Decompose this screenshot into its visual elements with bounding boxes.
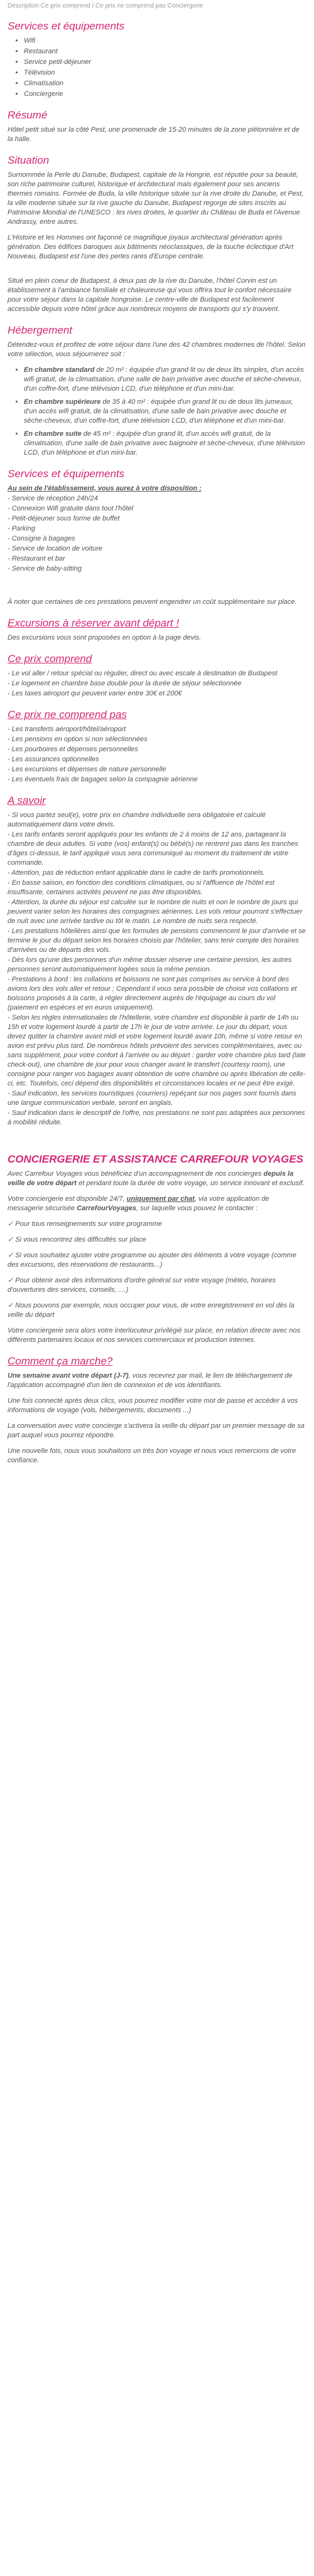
services2-note: À noter que certaines de ces prestations peuvent engendrer un coût supplémentaire sur place. (8, 598, 297, 606)
room-item: • En chambre supérieure de 35 à 40 m² : équipée d'un grand lit ou de deux lits jumeaux, d'un accès wifi gratuit, de la climatisation, d'une salle de bain privative avec douche et sèche-cheveux, d'un coffre-fort, d'une télévision LCD, d'un téléphone et d'un mini-bar. (24, 398, 306, 426)
situation-paragraph: Situé en plein coeur de Budapest, à deux pas de la rive du Danube, l'hôtel Corvin est un établissement à l'ambiance familiale et chaleureuse qui vous offrira tout le confort nécessaire pour votre séjour dans la capitale hongroise. Le centre-ville de Budapest est facilement accessible depuis votre hôtel grâce aux nombreux moyens de transports qui s'y trouvent. (8, 277, 292, 313)
room-item: • En chambre suite de 45 m² : équipée d'un grand lit, d'un accès wifi gratuit, de la climatisation, d'une salle de bain privative avec baignoire et sèche-cheveux, d'une télévision LCD, d'un téléphone et d'un mini-bar. (24, 430, 306, 458)
room-list (8, 366, 306, 458)
savoir-line: - Selon les règles internationales de l'hôtellerie, votre chambre est disponible à partir de 14h ou 15h et votre logement lourdé à partir de 17h le jour de votre arrivée. Le jour du départ, vous devez quitter la chambre avant midi et votre logement lourdé avant 10h, même si votre retour en avion est prévu plus tard. De nombreux hôtels prévoient des services complémentaires, avec ou sans supplément, pour votre confort à l'arrivée ou au départ : garder votre chambre plus tard (late check-out), une chambre de jour pour vous changer avant le transfert (courtesy room), une consigne pour ranger vos bagages avant obtention de votre chambre ou après libération de celle-ci, etc. Toutefois, ceci dépend des disponibilités et circonstances locales et ne peut être exigé. (8, 1014, 306, 1087)
savoir-line: - Attention, pas de réduction enfant applicable dans le cadre de tarifs promotionnels. (8, 869, 265, 877)
situation-paragraph: L'Histoire et les Hommes ont façonné ce magnifique joyaux architectural génération après génération. Des édifices baroques aux bâtiments néoclassiques, de la touche éclectique d'Art Nouveau, Budapest est l'une des perles rares d'Europe centrale. (8, 234, 294, 260)
savoir-line: - Les tarifs enfants seront appliqués pour les enfants de 2 à moins de 12 ans, partageant la chambre de deux adultes. Si votre (vos) enfant(s) ou bébé(s) ne rentrent pas dans les tranches d'âges ci-dessus, le tarif appliqué vous sera communiqué au moment du traitement de votre commande. (8, 831, 298, 867)
comprend-line: - Les taxes aéroport qui peuvent varier entre 30€ et 200€ (8, 690, 182, 697)
savoir-line: - Prestations à bord : les collations et boissons ne sont pas comprises au service à bord des avions lors des vols aller et retour ; Cependant il vous sera possible de choisir vos collations et boissons proposés à la carte, à régler directement auprès de l'équipage au cours du vol (paiement en espèces et en euros uniquement). (8, 976, 297, 1011)
services-item: • Télévision (24, 68, 306, 78)
conciergerie-bullet: ✓ Pour obtenir avoir des informations d'ordre général sur votre voyage (météo, horaires d'ouvertures des services, conseils, ....) (8, 1277, 276, 1294)
hebergement-title: Hébergement (8, 324, 73, 336)
ne-comprend-list (8, 725, 306, 784)
services2-line: - Service de réception 24h/24 (8, 495, 98, 502)
services2-line: - Consigne à bagages (8, 535, 75, 542)
savoir-line: - Sauf indication dans le descriptif de l'offre, nos prestations ne sont pas adaptées aux personnes à mobilité réduite. (8, 1109, 305, 1126)
comprend-line: - Le logement en chambre base double pour la durée de séjour sélectionnée (8, 680, 242, 687)
comment-paragraph: Une semaine avant votre départ (J-7), vous recevrez par mail, le lien de téléchargement de l'application accompagné d'un lien de connexion et de vos identifiants. (8, 1372, 293, 1389)
savoir-line: - En basse saison, en fonction des conditions climatiques, ou si l'affluence de l'hôtel est insuffisante, certaines activités peuvent ne pas être disponibles. (8, 879, 274, 896)
hebergement-intro: Détendez-vous et profitez de votre séjour dans l'une des 42 chambres modernes de l'hôtel. Selon votre sélection, vous séjournerez soit : (8, 341, 306, 358)
comment-paragraph: Une nouvelle fois, nous vous souhaitons un très bon voyage et nous vous remercions de votre confiance. (8, 1447, 296, 1464)
ne-comprend-line: - Les éventuels frais de bagages selon la compagnie aérienne (8, 776, 198, 783)
breadcrumb: Description Ce prix comprend / Ce prix ne comprend pas Conciergerie (8, 3, 203, 9)
savoir-line: - Si vous partez seul(e), votre prix en chambre individuelle sera obligatoire et calculé automatiquement dans votre devis. (8, 811, 266, 828)
resume-text: Hôtel petit situé sur la côté Pest, une promenade de 15-20 minutes de la zone piétonnière et de la halle. (8, 126, 300, 143)
ne-comprend-line: - Les excursions et dépenses de nature personnelle (8, 766, 166, 773)
savoir-line: - Attention, la durée du séjour est calculée sur le nombre de nuits et non le nombre de jours qui peuvent varier selon les horaires des compagnies aériennes. Les vols retour pourront s'effectuer de nuit avec une arrivée tardive ou tôt le matin. Le nombre de nuits sera respecté. (8, 899, 303, 925)
resume-title: Résumé (8, 109, 48, 121)
comprend-title: Ce prix comprend (8, 653, 92, 665)
comment-title: Comment ça marche? (8, 1355, 113, 1367)
services-item: • Wifi (24, 36, 306, 46)
services2-line: - Restaurant et bar (8, 555, 65, 562)
situation-paragraph: Surnommée la Perle du Danube, Budapest, capitale de la Hongrie, est réputée pour sa beauté, son riche patrimoine culturel, historique et architectural mais également pour ses anciens thermes romains. Formée de Buda, la ville historique située sur la rive droite du Danube, et Pest, la ville moderne située sur la rive gauche du Danube, Budapest regorge de sites inscrits au Patrimoine Mondial de l'UNESCO : les rives droites, le quartier du Château de Buda et l'Avenue Andrassy, entre autres. (8, 171, 304, 226)
services-item: • Conciergerie (24, 90, 306, 99)
services2-title: Services et équipements (8, 468, 125, 480)
services-item: • Restaurant (24, 47, 306, 56)
services-item: • Climatisation (24, 79, 306, 88)
comprend-line: - Le vol aller / retour spécial ou régulier, direct ou avec escale à destination de Budapest (8, 670, 278, 677)
services2-heading: Au sein de l'établissement, vous aurez à votre disposition : (8, 485, 202, 492)
excursions-title: Excursions à réserver avant départ ! (8, 617, 180, 629)
services2-line: - Petit-déjeuner sous forme de buffet (8, 515, 120, 522)
savoir-line: - Les prestations hôtelières ainsi que les formules de pensions commencent le jour d'arrivée et se termine le jour du départ selon les horaires choisis par l'hôtelier, sans tenir compte des horaires d'arrivées ou de départs des vols. (8, 927, 306, 954)
services-list (8, 36, 306, 99)
conciergerie-bullet: ✓ Si vous souhaitez ajuster votre programme ou ajouter des éléments à votre voyage (comme des excursions, des réservations de restaurants...) (8, 1252, 296, 1269)
comprend-list (8, 669, 306, 699)
services2-line: - Connexion Wifi gratuite dans tout l'hôtel (8, 505, 134, 512)
comment-paragraph: Une fois connecté après deux clics, vous pourrez modifier votre mot de passe et accéder à vos informations de voyage (vols, hébergements, documents ...) (8, 1397, 298, 1414)
conciergerie-paragraph: Avec Carrefour Voyages vous bénéficiez d'un accompagnement de nos concierges depuis la veille de votre départ et pendant toute la durée de votre voyage, un service innovant et exclusif. (8, 1170, 305, 1187)
excursions-text: Des excursions vous sont proposées en option à la page devis. (8, 634, 202, 641)
savoir-title: A savoir (8, 794, 46, 806)
conciergerie-bullet: ✓ Si vous rencontrez des difficultés sur place (8, 1236, 146, 1243)
comment-paragraph: La conversation avec votre concierge s'activera la veille du départ par un premier message de sa part auquel vous pourrez répondre. (8, 1422, 305, 1439)
ne-comprend-line: - Les assurances optionnelles (8, 756, 99, 763)
savoir-list (8, 811, 306, 1127)
ne-comprend-line: - Les transferts aéroport/hôtel/aéroport (8, 726, 126, 733)
services-title: Services et équipements (8, 20, 125, 32)
services2-line: - Service de baby-sitting (8, 565, 82, 573)
ne-comprend-line: - Les pourboires et dépenses personnelles (8, 746, 138, 753)
savoir-line: - Dès lors qu'une des personnes d'un même dossier réserve une certaine pension, les autres personnes seront automatiquement logées sous la même pension. (8, 956, 292, 973)
conciergerie-bullet: ✓ Pour tous renseignements sur votre programme (8, 1220, 162, 1228)
conciergerie-bullet: ✓ Nous pouvons par exemple, nous occuper pour vous, de votre enregistrement en vol dès la veille du départ (8, 1302, 295, 1319)
services-item: • Service petit-déjeuner (24, 58, 306, 67)
ne-comprend-line: - Les pensions en option si non sélectionnées (8, 736, 148, 743)
situation-title: Situation (8, 154, 50, 166)
ne-comprend-title: Ce prix ne comprend pas (8, 709, 127, 721)
services2-list (8, 484, 306, 574)
room-item: • En chambre standard de 20 m² : équipée d'un grand lit ou de deux lits simples, d'un accès wifi gratuit, de la climatisation, d'une salle de bain privative avec douche et sèche-cheveux, d'un coffre-fort, d'une télévision LCD, d'un téléphone et d'un mini-bar. (24, 366, 306, 394)
services2-line: - Service de location de voiture (8, 545, 103, 552)
services2-line: - Parking (8, 525, 36, 532)
savoir-line: - Sauf indication, les services touristiques (courriers) repéçant sur nos pages sont fournis dans une langue communication verbale, seront en anglais. (8, 1090, 296, 1107)
conciergerie-paragraph: Votre conciergerie est disponible 24/7, uniquement par chat, via votre application de messagerie sécurisée CarrefourVoyages, sur laquelle vous pouvez le contacter : (8, 1195, 269, 1212)
conciergerie-paragraph: Votre conciergerie sera alors votre interlocuteur privilégié sur place, en relation directe avec nos différents partenaires locaux et nos services commerciaux et production internes. (8, 1327, 301, 1344)
conciergerie-title: CONCIERGERIE ET ASSISTANCE CARREFOUR VOYAGES (8, 1153, 304, 1165)
